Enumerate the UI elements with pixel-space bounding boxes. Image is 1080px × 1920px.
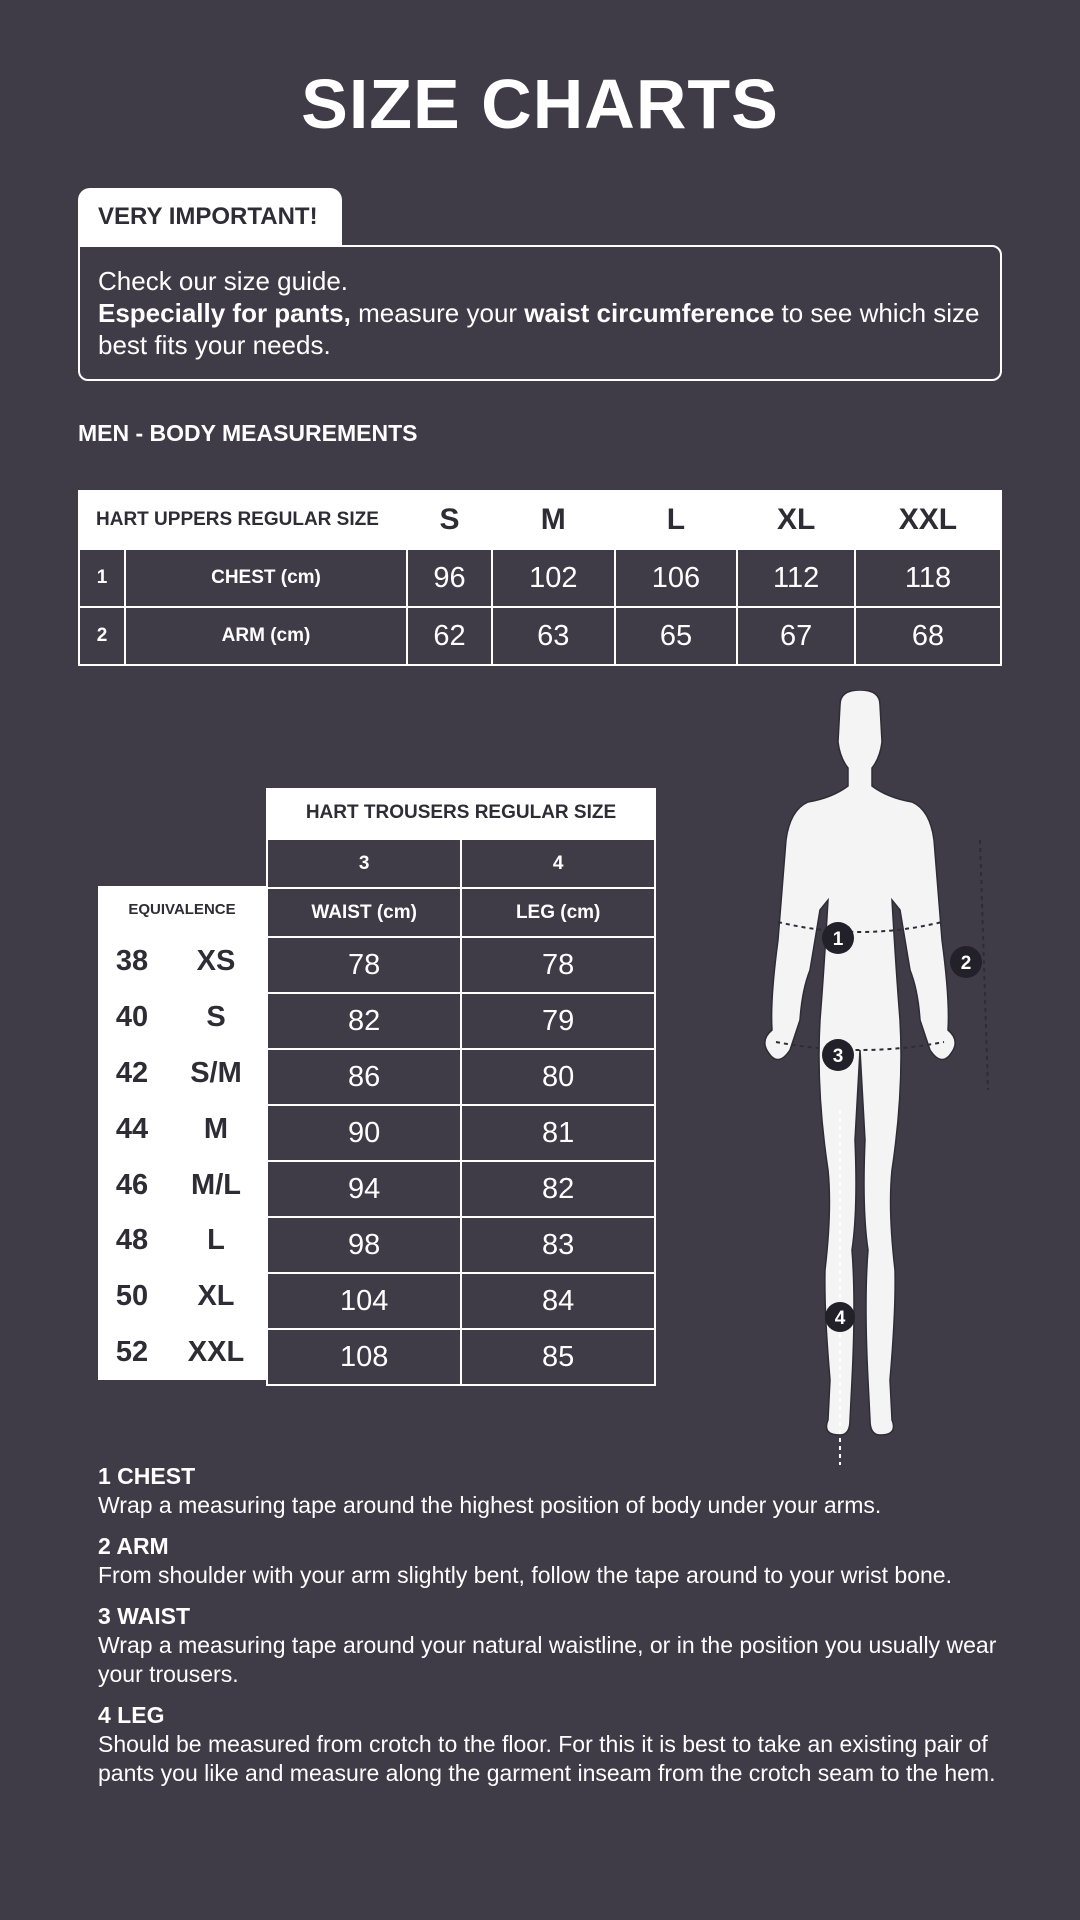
- page-title: SIZE CHARTS: [301, 65, 779, 143]
- equivalence-row: [98, 1101, 266, 1157]
- table-cell: 67: [737, 607, 855, 665]
- marker-4: [825, 1302, 855, 1332]
- leg-cell: 78: [461, 937, 655, 993]
- column-number: 3: [267, 839, 461, 888]
- waist-cell: 94: [267, 1161, 461, 1217]
- table-row: [267, 1161, 655, 1217]
- equivalence-row: [98, 1046, 266, 1102]
- trousers-label-row: [267, 888, 655, 937]
- letter-size: S/M: [190, 1056, 242, 1089]
- table-cell: 65: [615, 607, 738, 665]
- important-tab: VERY IMPORTANT!: [78, 188, 342, 246]
- leg-cell: 85: [461, 1329, 655, 1385]
- table-cell: 106: [615, 549, 738, 607]
- notice-text-2: measure your: [350, 298, 525, 328]
- eu-size: 38: [115, 945, 149, 978]
- marker-label: 1: [832, 929, 844, 950]
- list-item: [98, 1602, 998, 1689]
- waist-cell: 98: [267, 1217, 461, 1273]
- uppers-size-table: [78, 490, 1002, 666]
- table-row: [267, 937, 655, 993]
- equivalence-panel: [98, 886, 266, 1380]
- table-row: [79, 549, 1001, 607]
- equivalence-row: [98, 990, 266, 1046]
- table-cell: 102: [492, 549, 615, 607]
- table-cell: 68: [855, 607, 1001, 665]
- waist-cell: 104: [267, 1273, 461, 1329]
- table-row: [267, 1217, 655, 1273]
- instruction-heading: 4 LEG: [98, 1702, 165, 1728]
- trousers-number-row: [267, 839, 655, 888]
- instruction-heading: 2 ARM: [98, 1533, 169, 1559]
- marker-2: [950, 946, 982, 978]
- letter-size: L: [207, 1224, 225, 1257]
- equivalence-row: [98, 1325, 266, 1381]
- eu-size: 42: [115, 1056, 149, 1089]
- leg-cell: 79: [461, 993, 655, 1049]
- eu-size: 46: [115, 1168, 149, 1201]
- leg-cell: 81: [461, 1105, 655, 1161]
- row-label: CHEST (cm): [125, 549, 407, 607]
- instruction-heading: 1 CHEST: [98, 1463, 196, 1489]
- waist-cell: 78: [267, 937, 461, 993]
- table-cell: 118: [855, 549, 1001, 607]
- instruction-text: Wrap a measuring tape around your natural waistline, or in the position you usually wear your trousers.: [98, 1632, 997, 1687]
- table-row: [267, 1049, 655, 1105]
- instruction-heading: 3 WAIST: [98, 1603, 191, 1629]
- letter-size: S: [206, 1001, 226, 1034]
- leg-cell: 82: [461, 1161, 655, 1217]
- table-row: [79, 607, 1001, 665]
- waist-cell: 86: [267, 1049, 461, 1105]
- equivalence-row: [98, 1269, 266, 1325]
- measurement-instructions: [98, 1462, 998, 1800]
- column-label: LEG (cm): [461, 888, 655, 937]
- list-item: [98, 1701, 998, 1788]
- waist-cell: 90: [267, 1105, 461, 1161]
- uppers-size-header: XXL: [855, 491, 1001, 549]
- column-label: WAIST (cm): [267, 888, 461, 937]
- table-cell: 62: [407, 607, 492, 665]
- marker-1: [822, 922, 854, 954]
- important-notice: [78, 245, 1002, 381]
- list-item: [98, 1532, 998, 1590]
- trousers-size-table: [266, 838, 656, 1386]
- uppers-size-header: XL: [737, 491, 855, 549]
- leg-cell: 84: [461, 1273, 655, 1329]
- uppers-size-header: S: [407, 491, 492, 549]
- section-title: MEN - BODY MEASUREMENTS: [78, 420, 418, 446]
- eu-size: 52: [115, 1335, 149, 1368]
- table-row: [267, 1329, 655, 1385]
- waist-cell: 82: [267, 993, 461, 1049]
- table-row: [267, 1105, 655, 1161]
- marker-label: 3: [832, 1046, 844, 1067]
- body-figure: [720, 690, 1020, 1470]
- letter-size: XXL: [187, 1335, 245, 1368]
- list-item: [98, 1462, 998, 1520]
- marker-label: 2: [960, 953, 972, 974]
- letter-size: M/L: [191, 1168, 241, 1201]
- column-number: 4: [461, 839, 655, 888]
- letter-size: XL: [197, 1280, 235, 1313]
- letter-size: M: [203, 1112, 229, 1145]
- notice-line-1: Check our size guide.: [98, 266, 349, 296]
- table-cell: 112: [737, 549, 855, 607]
- table-cell: 63: [492, 607, 615, 665]
- table-row: [267, 993, 655, 1049]
- row-label: ARM (cm): [125, 607, 407, 665]
- marker-3: [822, 1039, 854, 1071]
- waist-cell: 108: [267, 1329, 461, 1385]
- table-cell: 96: [407, 549, 492, 607]
- trousers-header-label: HART TROUSERS REGULAR SIZE: [266, 788, 656, 838]
- equivalence-row: [98, 1157, 266, 1213]
- table-row: [267, 1273, 655, 1329]
- instruction-text: Wrap a measuring tape around the highest position of body under your arms.: [98, 1492, 882, 1518]
- uppers-header-label: HART UPPERS REGULAR SIZE: [79, 491, 407, 549]
- notice-text-3: to see which size best fits your needs.: [98, 298, 980, 360]
- uppers-size-header: M: [492, 491, 615, 549]
- instruction-text: From shoulder with your arm slightly bent, follow the tape around to your wrist bone.: [98, 1562, 952, 1588]
- leg-cell: 83: [461, 1217, 655, 1273]
- leg-cell: 80: [461, 1049, 655, 1105]
- uppers-size-header: L: [615, 491, 738, 549]
- eu-size: 50: [115, 1280, 149, 1313]
- equivalence-row: [98, 934, 266, 990]
- eu-size: 48: [115, 1224, 149, 1257]
- notice-bold-1: Especially for pants,: [98, 298, 351, 328]
- uppers-header-row: [79, 491, 1001, 549]
- equivalence-row: [98, 1213, 266, 1269]
- letter-size: XS: [196, 945, 236, 978]
- row-number: 1: [79, 549, 125, 607]
- instruction-text: Should be measured from crotch to the floor. For this it is best to take an existing pair of pants you like and measure along the garment inseam from the crotch seam to the hem.: [98, 1731, 996, 1786]
- equivalence-label: EQUIVALENCE: [128, 901, 236, 918]
- eu-size: 44: [115, 1112, 149, 1145]
- eu-size: 40: [115, 1001, 149, 1034]
- row-number: 2: [79, 607, 125, 665]
- body-silhouette: [765, 690, 955, 1435]
- marker-label: 4: [834, 1308, 846, 1329]
- notice-bold-2: waist circumference: [524, 298, 775, 328]
